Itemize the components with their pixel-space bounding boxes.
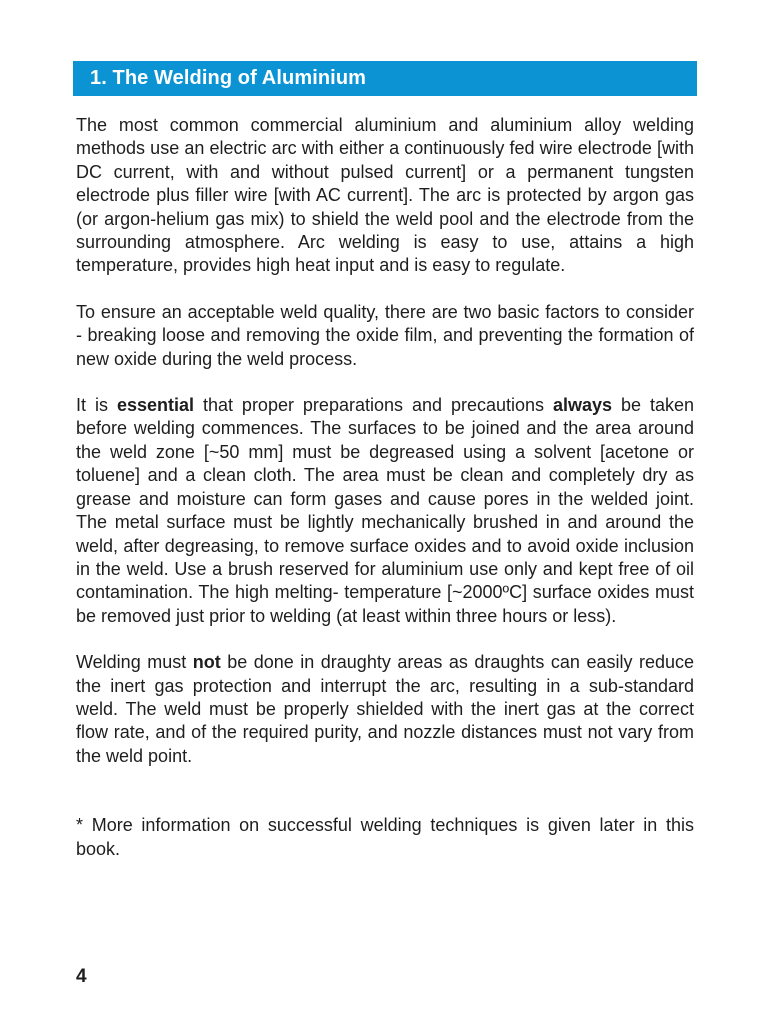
paragraph-preparation	[76, 394, 694, 628]
paragraph-draughts	[76, 651, 694, 768]
page-number: 4	[76, 966, 87, 987]
paragraph-weld-quality-factors: To ensure an acceptable weld quality, there are two basic factors to consider - breaking loose and removing the oxide film, and preventing the formation of new oxide during the weld process.	[76, 301, 694, 369]
section-header-bar	[73, 61, 697, 96]
emphasis-essential: essential	[116, 395, 194, 416]
preparation-text-2: that proper preparations and precautions	[193, 395, 553, 416]
emphasis-not: not	[192, 652, 221, 673]
body-text	[76, 114, 694, 884]
preparation-text-3: be taken before welding commences. The surfaces to be joined and the area around the weld zone [~50 mm] must be degreased using a solvent [acetone or toluene] and a clean cloth. The area must be clean and completely dry as grease and moisture can form gases and cause pores in the welded joint. The metal surface must be lightly mechanically brushed in and around the weld, after degreasing, to remove surface oxides and to avoid oxide inclusion in the weld. Use a brush reserved for aluminium use only and kept free of oil contamination. The high melting- temperature [~2000ºC] surface oxides must be removed just prior to welding (at least within three hours or less).	[76, 395, 694, 626]
section-title: 1. The Welding of Aluminium	[90, 67, 367, 89]
emphasis-always: always	[552, 395, 613, 416]
footnote: * More information on successful welding techniques is given later in this book.	[76, 815, 694, 859]
draughts-text-2: be done in draughty areas as draughts can easily reduce the inert gas protection and interrupt the arc, resulting in a sub-standard weld. The weld must be properly shielded with the inert gas at the correct flow rate, and of the required purity, and nozzle distances must not vary from the weld point.	[76, 652, 694, 766]
paragraph-arc-welding-methods: The most common commercial aluminium and aluminium alloy welding methods use an electric arc with either a continuously fed wire electrode [with DC current, with and without pulsed current] or a permanent tungsten electrode plus filler wire [with AC current]. The arc is protected by argon gas (or argon-helium gas mix) to shield the weld pool and the electrode from the surrounding atmosphere. Arc welding is easy to use, attains a high temperature, provides high heat input and is easy to regulate.	[76, 115, 694, 276]
draughts-text-1: Welding must	[76, 652, 193, 673]
preparation-text-1: It is	[76, 395, 117, 416]
